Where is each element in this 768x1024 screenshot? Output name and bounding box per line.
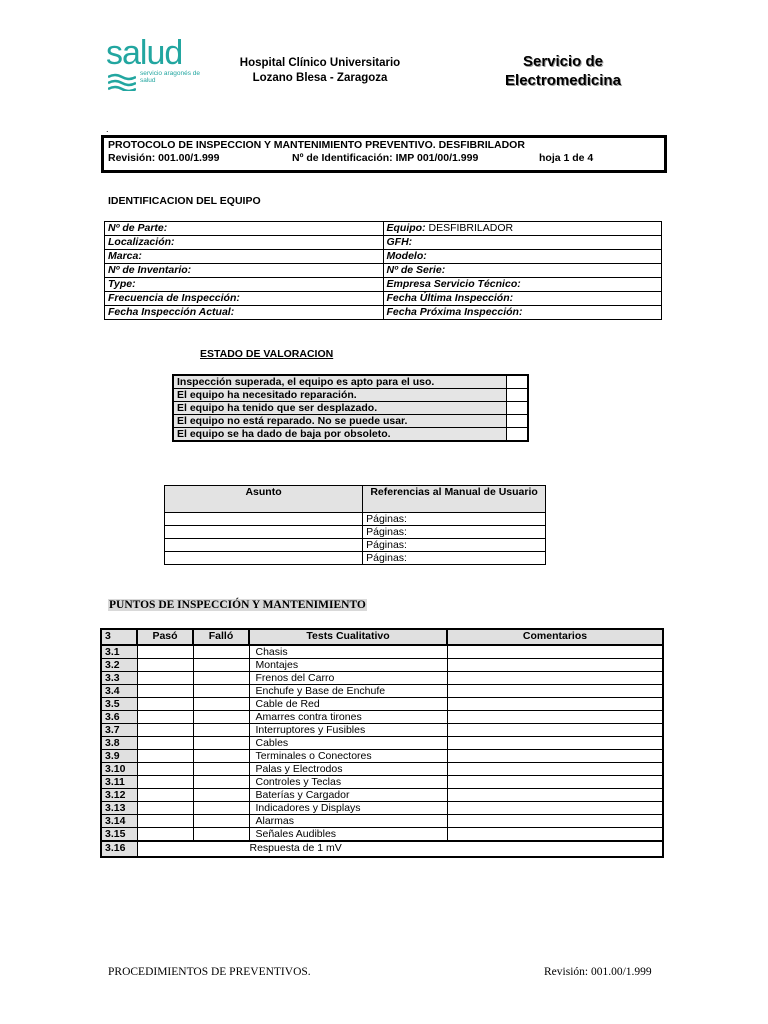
- failed-cell[interactable]: [193, 645, 249, 659]
- comment-cell[interactable]: [447, 724, 663, 737]
- reference-row: [165, 539, 546, 552]
- comment-cell[interactable]: [447, 776, 663, 789]
- valuation-checkbox[interactable]: [507, 402, 529, 415]
- test-name: Montajes: [249, 659, 447, 672]
- reference-pages-cell[interactable]: Páginas:: [363, 539, 546, 552]
- failed-cell[interactable]: [193, 815, 249, 828]
- column-header-comments: Comentarios: [447, 629, 663, 645]
- failed-cell[interactable]: [193, 737, 249, 750]
- inspection-row-last: [101, 841, 663, 857]
- test-name: Alarmas: [249, 815, 447, 828]
- inspection-number: 3.3: [101, 672, 137, 685]
- equipment-row: [105, 292, 662, 306]
- equipment-field-label[interactable]: Localización:: [105, 236, 384, 250]
- valuation-option-label: El equipo ha tenido que ser desplazado.: [173, 402, 507, 415]
- inspection-number: 3.9: [101, 750, 137, 763]
- equipment-field-label[interactable]: Marca:: [105, 250, 384, 264]
- equipment-field-name: Empresa Servicio Técnico:: [386, 278, 521, 290]
- column-header-references: Referencias al Manual de Usuario: [363, 486, 546, 513]
- valuation-heading: ESTADO DE VALORACION: [200, 348, 334, 360]
- inspection-row: [101, 828, 663, 842]
- stray-dot: .: [106, 124, 109, 134]
- comment-cell[interactable]: [447, 815, 663, 828]
- test-name: Palas y Electrodos: [249, 763, 447, 776]
- valuation-option-label: El equipo no está reparado. No se puede usar.: [173, 415, 507, 428]
- failed-cell[interactable]: [193, 672, 249, 685]
- service-line-2: Electromedicina: [505, 72, 621, 89]
- test-name: Terminales o Conectores: [249, 750, 447, 763]
- passed-cell[interactable]: [137, 698, 193, 711]
- passed-cell[interactable]: [137, 815, 193, 828]
- passed-cell[interactable]: [137, 737, 193, 750]
- test-name: Señales Audibles: [249, 828, 447, 842]
- valuation-option-label: El equipo ha necesitado reparación.: [173, 389, 507, 402]
- column-header-number: 3: [101, 629, 137, 645]
- protocol-title: PROTOCOLO DE INSPECCION Y MANTENIMIENTO PREVENTIVO. DESFIBRILADOR: [108, 139, 525, 151]
- failed-cell[interactable]: [193, 698, 249, 711]
- equipment-row: [105, 264, 662, 278]
- valuation-option-label: El equipo se ha dado de baja por obsoleto.: [173, 428, 507, 442]
- inspection-number: 3.12: [101, 789, 137, 802]
- valuation-option-label: Inspección superada, el equipo es apto para el uso.: [173, 375, 507, 389]
- valuation-row: [173, 428, 528, 442]
- failed-cell[interactable]: [193, 685, 249, 698]
- comment-cell[interactable]: [447, 698, 663, 711]
- protocol-page: hoja 1 de 4: [539, 152, 594, 164]
- equipment-field-name: Nº de Serie:: [386, 264, 446, 276]
- equipment-field-label[interactable]: Nº de Parte:: [105, 222, 384, 236]
- inspection-number: 3.14: [101, 815, 137, 828]
- column-header-passed: Pasó: [137, 629, 193, 645]
- reference-row: [165, 552, 546, 565]
- service-line-1: Servicio de: [522, 53, 604, 70]
- valuation-table: [172, 374, 529, 442]
- hospital-line-1: Hospital Clínico Universitario: [239, 57, 401, 69]
- comment-cell[interactable]: [447, 789, 663, 802]
- valuation-checkbox[interactable]: [507, 375, 529, 389]
- inspection-number: 3.16: [101, 841, 137, 857]
- reference-subject-cell[interactable]: [165, 526, 363, 539]
- inspection-row: [101, 763, 663, 776]
- passed-cell[interactable]: [137, 659, 193, 672]
- equipment-row: [105, 306, 662, 320]
- equipment-field-label[interactable]: [383, 292, 662, 306]
- inspection-row: [101, 724, 663, 737]
- inspection-number: 3.11: [101, 776, 137, 789]
- reference-pages-cell[interactable]: Páginas:: [363, 526, 546, 539]
- valuation-row: [173, 402, 528, 415]
- passed-cell[interactable]: [137, 724, 193, 737]
- inspection-row: [101, 685, 663, 698]
- inspection-number: 3.10: [101, 763, 137, 776]
- logo-waves-icon: [108, 73, 136, 91]
- test-name[interactable]: Respuesta de 1 mV: [137, 841, 663, 857]
- logo-subtitle: servicio aragonés de salud: [140, 70, 200, 84]
- inspection-row: [101, 659, 663, 672]
- passed-cell[interactable]: [137, 750, 193, 763]
- reference-row: [165, 526, 546, 539]
- test-name: Amarres contra tirones: [249, 711, 447, 724]
- failed-cell[interactable]: [193, 789, 249, 802]
- equipment-row: [105, 236, 662, 250]
- passed-cell[interactable]: [137, 789, 193, 802]
- inspection-row: [101, 645, 663, 659]
- passed-cell[interactable]: [137, 711, 193, 724]
- inspection-heading: PUNTOS DE INSPECCIÓN Y MANTENIMIENTO: [109, 599, 366, 611]
- equipment-field-label[interactable]: Fecha Inspección Actual:: [105, 306, 384, 320]
- reference-pages-cell[interactable]: Páginas:: [363, 552, 546, 565]
- inspection-number: 3.4: [101, 685, 137, 698]
- passed-cell[interactable]: [137, 645, 193, 659]
- failed-cell[interactable]: [193, 763, 249, 776]
- comment-cell[interactable]: [447, 672, 663, 685]
- equipment-field-label[interactable]: Frecuencia de Inspección:: [105, 292, 384, 306]
- equipment-field-name: Modelo:: [386, 250, 427, 262]
- passed-cell[interactable]: [137, 763, 193, 776]
- inspection-row: [101, 672, 663, 685]
- failed-cell[interactable]: [193, 750, 249, 763]
- test-name: Indicadores y Displays: [249, 802, 447, 815]
- failed-cell[interactable]: [193, 659, 249, 672]
- test-name: Enchufe y Base de Enchufe: [249, 685, 447, 698]
- equipment-field-label[interactable]: Nº de Inventario:: [105, 264, 384, 278]
- reference-subject-cell[interactable]: [165, 513, 363, 526]
- hospital-name: [220, 56, 420, 86]
- inspection-row: [101, 698, 663, 711]
- valuation-row: [173, 389, 528, 402]
- comment-cell[interactable]: [447, 645, 663, 659]
- inspection-number: 3.15: [101, 828, 137, 842]
- failed-cell[interactable]: [193, 776, 249, 789]
- comment-cell[interactable]: [447, 763, 663, 776]
- equipment-field-label[interactable]: [383, 250, 662, 264]
- inspection-row: [101, 737, 663, 750]
- footer-revision: Revisión: 001.00/1.999: [544, 966, 652, 978]
- test-name: Cable de Red: [249, 698, 447, 711]
- equipment-row: [105, 278, 662, 292]
- test-name: Controles y Teclas: [249, 776, 447, 789]
- equipment-field-label[interactable]: [383, 264, 662, 278]
- hospital-line-2: Lozano Blesa - Zaragoza: [252, 72, 388, 84]
- equipment-heading: IDENTIFICACION DEL EQUIPO: [108, 195, 261, 207]
- column-header-failed: Falló: [193, 629, 249, 645]
- reference-subject-cell[interactable]: [165, 552, 363, 565]
- passed-cell[interactable]: [137, 828, 193, 842]
- equipment-table: [104, 221, 662, 320]
- comment-cell[interactable]: [447, 802, 663, 815]
- equipment-field-name: Equipo:: [386, 222, 426, 234]
- inspection-row: [101, 711, 663, 724]
- test-name: Chasis: [249, 645, 447, 659]
- equipment-field-label[interactable]: [383, 306, 662, 320]
- passed-cell[interactable]: [137, 672, 193, 685]
- references-table: [164, 485, 546, 565]
- test-name: Frenos del Carro: [249, 672, 447, 685]
- inspection-row: [101, 776, 663, 789]
- inspection-number: 3.6: [101, 711, 137, 724]
- valuation-checkbox[interactable]: [507, 428, 529, 442]
- inspection-row: [101, 750, 663, 763]
- inspection-row: [101, 789, 663, 802]
- failed-cell[interactable]: [193, 724, 249, 737]
- valuation-row: [173, 415, 528, 428]
- inspection-row: [101, 815, 663, 828]
- comment-cell[interactable]: [447, 828, 663, 842]
- inspection-number: 3.5: [101, 698, 137, 711]
- equipment-field-label[interactable]: [383, 236, 662, 250]
- reference-pages-cell[interactable]: Páginas:: [363, 513, 546, 526]
- reference-row: [165, 513, 546, 526]
- inspection-row: [101, 802, 663, 815]
- equipment-row: [105, 250, 662, 264]
- inspection-number: 3.8: [101, 737, 137, 750]
- passed-cell[interactable]: [137, 802, 193, 815]
- valuation-row: [173, 375, 528, 389]
- passed-cell[interactable]: [137, 685, 193, 698]
- equipment-field-name: GFH:: [386, 236, 413, 248]
- comment-cell[interactable]: [447, 750, 663, 763]
- test-name: Interruptores y Fusibles: [249, 724, 447, 737]
- service-title: [478, 52, 648, 90]
- passed-cell[interactable]: [137, 776, 193, 789]
- comment-cell[interactable]: [447, 685, 663, 698]
- protocol-revision: Revisión: 001.00/1.999: [108, 152, 220, 164]
- equipment-field-label[interactable]: [383, 278, 662, 292]
- failed-cell[interactable]: [193, 802, 249, 815]
- comment-cell[interactable]: [447, 737, 663, 750]
- reference-subject-cell[interactable]: [165, 539, 363, 552]
- test-name: Baterías y Cargador: [249, 789, 447, 802]
- salud-logo: [104, 34, 214, 92]
- inspection-number: 3.1: [101, 645, 137, 659]
- equipment-row: [105, 222, 662, 236]
- equipment-field-name: Fecha Próxima Inspección:: [386, 306, 523, 318]
- inspection-table: [100, 628, 664, 858]
- logo-wordmark: salud: [106, 34, 183, 72]
- equipment-field-label[interactable]: Type:: [105, 278, 384, 292]
- inspection-number: 3.13: [101, 802, 137, 815]
- column-header-tests: Tests Cualitativo: [249, 629, 447, 645]
- valuation-checkbox[interactable]: [507, 389, 529, 402]
- equipment-field-name: Fecha Última Inspección:: [386, 292, 514, 304]
- protocol-identification: Nº de Identificación: IMP 001/00/1.999: [292, 152, 479, 164]
- footer-left: PROCEDIMIENTOS DE PREVENTIVOS.: [108, 966, 311, 978]
- comment-cell[interactable]: [447, 659, 663, 672]
- failed-cell[interactable]: [193, 828, 249, 842]
- failed-cell[interactable]: [193, 711, 249, 724]
- comment-cell[interactable]: [447, 711, 663, 724]
- equipment-field-value: DESFIBRILADOR: [428, 222, 514, 234]
- column-header-subject: Asunto: [165, 486, 363, 513]
- inspection-number: 3.2: [101, 659, 137, 672]
- valuation-checkbox[interactable]: [507, 415, 529, 428]
- equipment-field-label[interactable]: [383, 222, 662, 236]
- inspection-number: 3.7: [101, 724, 137, 737]
- test-name: Cables: [249, 737, 447, 750]
